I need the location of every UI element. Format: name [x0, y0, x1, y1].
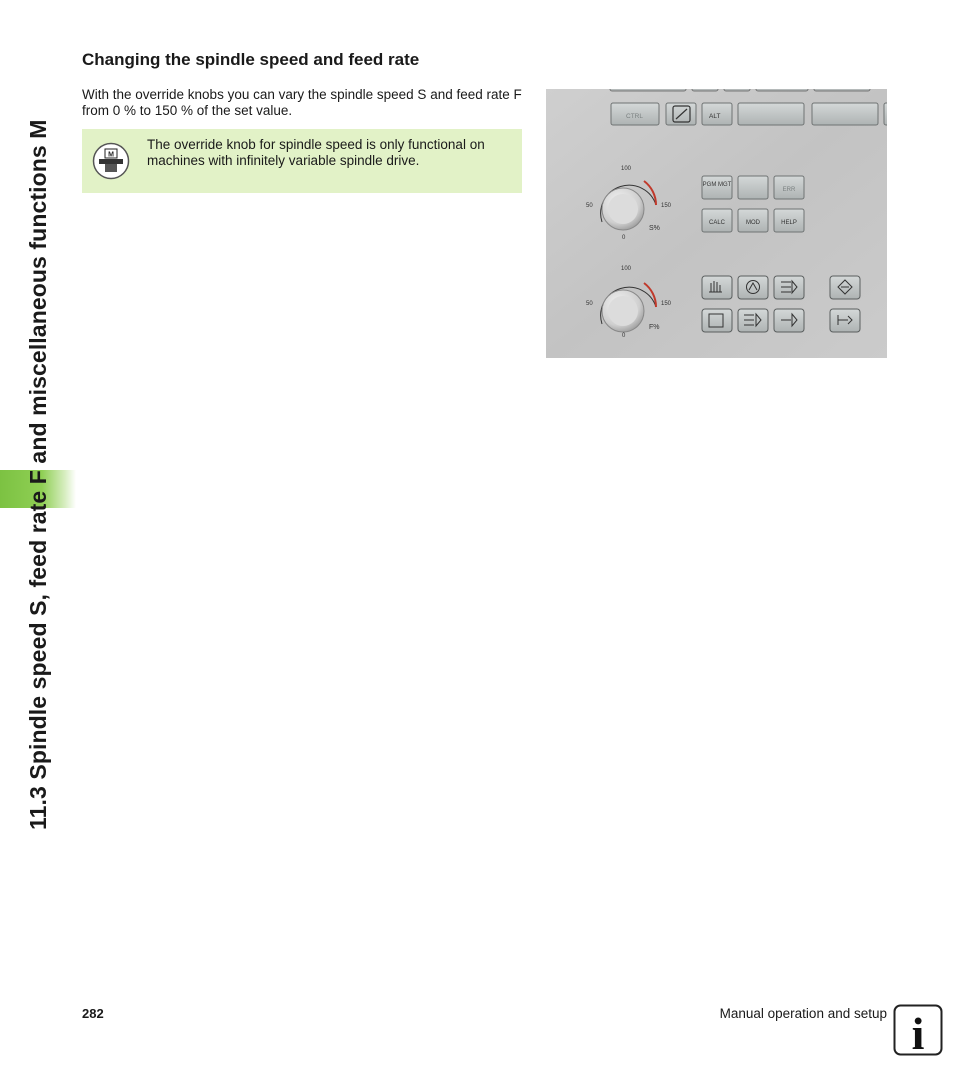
alt-key-label: ALT: [709, 113, 721, 120]
feed-label: F%: [649, 324, 660, 331]
info-icon: [893, 1004, 943, 1056]
feed-scale-150: 150: [661, 301, 672, 307]
body-paragraph: With the override knobs you can vary the spindle speed S and feed rate F from 0 % to 150 % of the set value.: [82, 87, 522, 118]
machine-dependent-icon: [92, 142, 130, 180]
help-key-label: HELP: [781, 220, 797, 226]
spindle-scale-0: 0: [622, 235, 626, 241]
page-number: 282: [82, 1006, 104, 1021]
spindle-scale-50: 50: [586, 203, 593, 209]
feed-scale-50: 50: [586, 301, 593, 307]
section-heading: Changing the spindle speed and feed rate: [82, 50, 420, 69]
machine-icon-letter: M: [108, 151, 114, 159]
pgm-mgt-key-label: PGM MGT: [702, 182, 732, 188]
chapter-side-title: 11.3 Spindle speed S, feed rate F and miscellaneous functions M: [25, 119, 51, 830]
control-panel-photo: [546, 89, 887, 358]
spindle-label: S%: [649, 225, 660, 232]
ctrl-key-label: CTRL: [626, 113, 643, 120]
err-key-label: ERR: [782, 187, 796, 193]
feed-scale-100: 100: [621, 266, 632, 272]
calc-key-label: CALC: [708, 220, 726, 226]
note-box: [82, 129, 522, 193]
info-icon-letter: i: [911, 1008, 925, 1056]
feed-scale-0: 0: [622, 333, 626, 339]
note-text: The override knob for spindle speed is only functional on machines with infinitely variable spindle drive.: [147, 137, 485, 168]
mod-key-label: MOD: [746, 220, 760, 226]
spindle-scale-100: 100: [621, 166, 632, 172]
spindle-scale-150: 150: [661, 203, 672, 209]
footer-section-title: Manual operation and setup: [719, 1006, 887, 1021]
